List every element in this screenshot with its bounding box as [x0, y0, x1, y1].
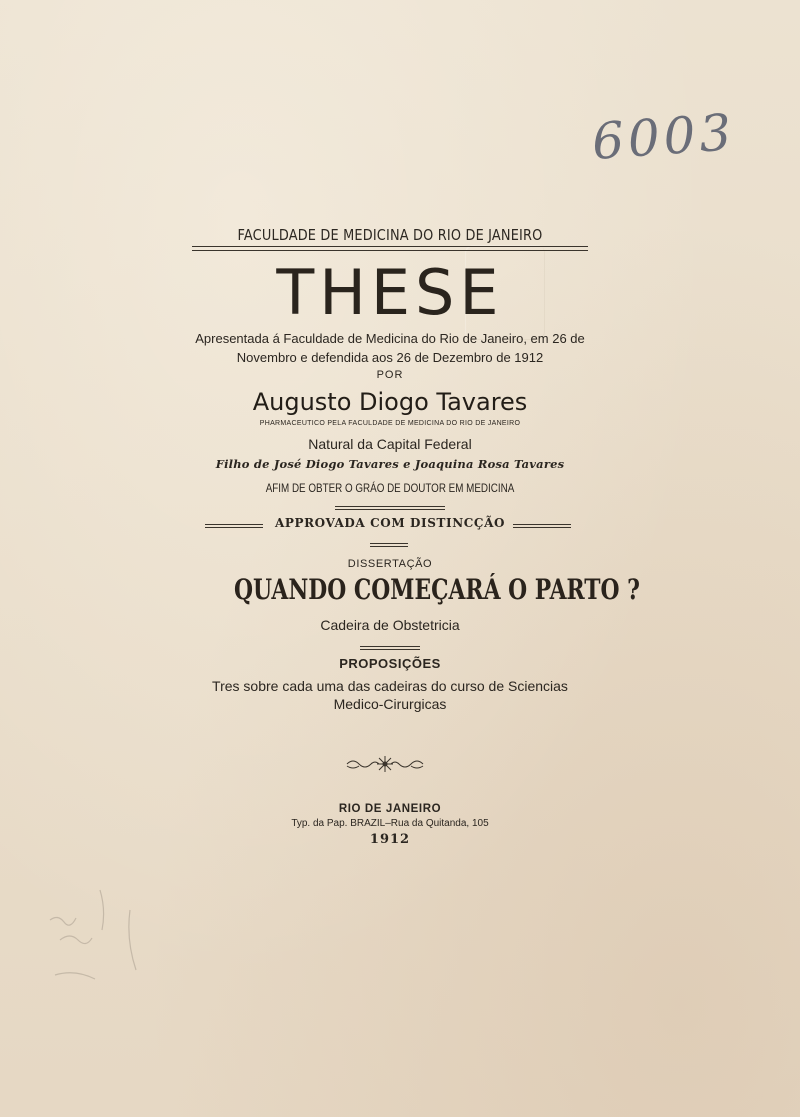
- short-rule: [360, 646, 420, 650]
- short-rule: [370, 543, 408, 547]
- document-title: THESE: [276, 256, 504, 329]
- manuscript-catalog-number: 6003: [590, 103, 738, 171]
- approval-rule-right: [513, 524, 571, 528]
- imprint-printer: Typ. da Pap. BRAZIL–Rua da Quitanda, 105: [291, 818, 489, 829]
- double-rule: [192, 246, 588, 251]
- propositions-label: PROPOSIÇÕES: [339, 656, 441, 671]
- by-label: POR: [376, 369, 404, 381]
- imprint-year: 1912: [369, 832, 411, 847]
- propositions-line-2: Medico-Cirurgicas: [333, 696, 447, 712]
- propositions-line-1: Tres sobre cada uma das cadeiras do curso de Sciencias: [212, 678, 568, 694]
- presentation-note: [190, 329, 590, 367]
- approval-text: APPROVADA COM DISTINCÇÃO: [274, 516, 506, 530]
- approval-row: [190, 516, 590, 536]
- author-name: Augusto Diogo Tavares: [252, 388, 528, 416]
- short-rule: [335, 506, 445, 510]
- presentation-line-1: Apresentada á Faculdade de Medicina do Rio de Janeiro, em 26 de: [195, 331, 585, 346]
- dissertation-label: DISSERTAÇÃO: [347, 558, 433, 570]
- author-parents: Filho de José Diogo Tavares e Joaquina Rosa Tavares: [215, 457, 565, 471]
- presentation-line-2: Novembro e defendida aos 26 de Dezembro de 1912: [236, 350, 544, 365]
- pencil-scribble-mark: [40, 880, 170, 1010]
- author-origin: Natural da Capital Federal: [308, 436, 472, 452]
- imprint-city: RIO DE JANEIRO: [338, 803, 442, 815]
- faculty-heading: FACULDADE DE MEDICINA DO RIO DE JANEIRO: [237, 226, 543, 244]
- dissertation-chair: Cadeira de Obstetricia: [320, 617, 460, 633]
- propositions-text: [190, 677, 590, 713]
- author-credential: PHARMACEUTICO PELA FACULDADE DE MEDICINA DO RIO DE JANEIRO: [259, 420, 521, 427]
- dissertation-title: QUANDO COMEÇARÁ O PARTO ?: [234, 573, 640, 606]
- degree-purpose: AFIM DE OBTER O GRÁO DE DOUTOR EM MEDICINA: [265, 481, 515, 495]
- fleuron-ornament-icon: [345, 752, 425, 776]
